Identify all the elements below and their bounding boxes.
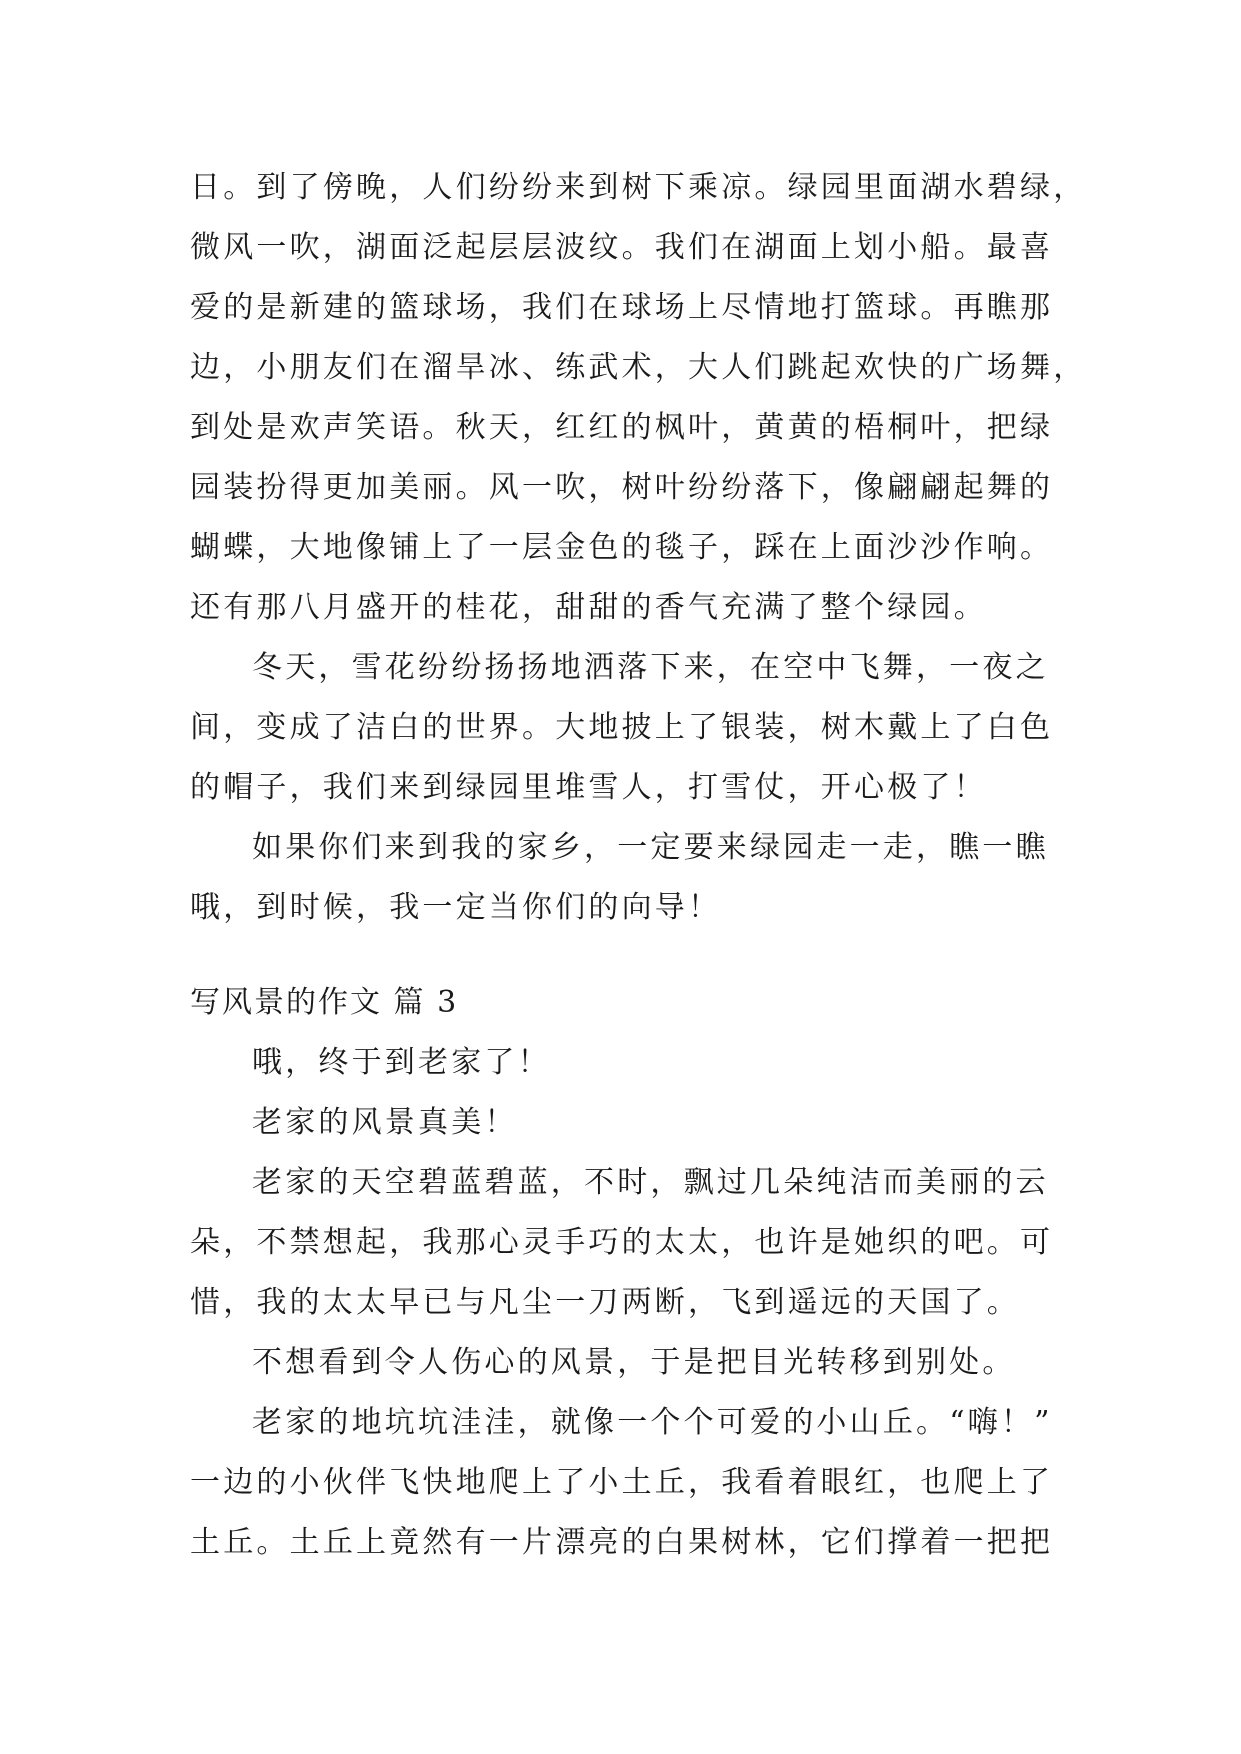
- paragraph-start-line: 哦，终于到老家了！: [252, 1045, 551, 1080]
- text-line: 园装扮得更加美丽。风一吹，树叶纷纷落下，像翩翩起舞的: [190, 470, 1054, 505]
- section-heading: 写风景的作文 篇 3: [190, 985, 459, 1020]
- paragraph-start-line: 不想看到令人伤心的风景，于是把目光转移到别处。: [252, 1345, 1016, 1380]
- paragraph-start-line: 如果你们来到我的家乡，一定要来绿园走一走，瞧一瞧: [252, 830, 1049, 865]
- text-line: 日。到了傍晚，人们纷纷来到树下乘凉。绿园里面湖水碧绿，: [190, 170, 1087, 205]
- text-line: 朵，不禁想起，我那心灵手巧的太太，也许是她织的吧。可: [190, 1225, 1054, 1260]
- paragraph-start-line: 冬天，雪花纷纷扬扬地洒落下来，在空中飞舞，一夜之: [252, 650, 1049, 685]
- paragraph-start-line: 老家的风景真美！: [252, 1105, 518, 1140]
- text-line: 间，变成了洁白的世界。大地披上了银装，树木戴上了白色: [190, 710, 1054, 745]
- text-line: 哦，到时候，我一定当你们的向导！: [190, 890, 722, 925]
- text-line: 爱的是新建的篮球场，我们在球场上尽情地打篮球。再瞧那: [190, 290, 1054, 325]
- text-line: 微风一吹，湖面泛起层层波纹。我们在湖面上划小船。最喜: [190, 230, 1054, 265]
- paragraph-start-line: 老家的天空碧蓝碧蓝，不时，飘过几朵纯洁而美丽的云: [252, 1165, 1049, 1200]
- text-line: 土丘。土丘上竟然有一片漂亮的白果树林，它们撑着一把把: [190, 1525, 1054, 1560]
- text-line: 边，小朋友们在溜旱冰、练武术，大人们跳起欢快的广场舞，: [190, 350, 1087, 385]
- text-line: 到处是欢声笑语。秋天，红红的枫叶，黄黄的梧桐叶，把绿: [190, 410, 1054, 445]
- text-line: 一边的小伙伴飞快地爬上了小土丘，我看着眼红，也爬上了: [190, 1465, 1054, 1500]
- text-line: 还有那八月盛开的桂花，甜甜的香气充满了整个绿园。: [190, 590, 987, 625]
- text-line: 惜，我的太太早已与凡尘一刀两断，飞到遥远的天国了。: [190, 1285, 1020, 1320]
- paragraph-start-line: 老家的地坑坑洼洼，就像一个个可爱的小山丘。“嗨！”: [252, 1405, 1053, 1440]
- text-line: 的帽子，我们来到绿园里堆雪人，打雪仗，开心极了！: [190, 770, 987, 805]
- text-line: 蝴蝶，大地像铺上了一层金色的毯子，踩在上面沙沙作响。: [190, 530, 1054, 565]
